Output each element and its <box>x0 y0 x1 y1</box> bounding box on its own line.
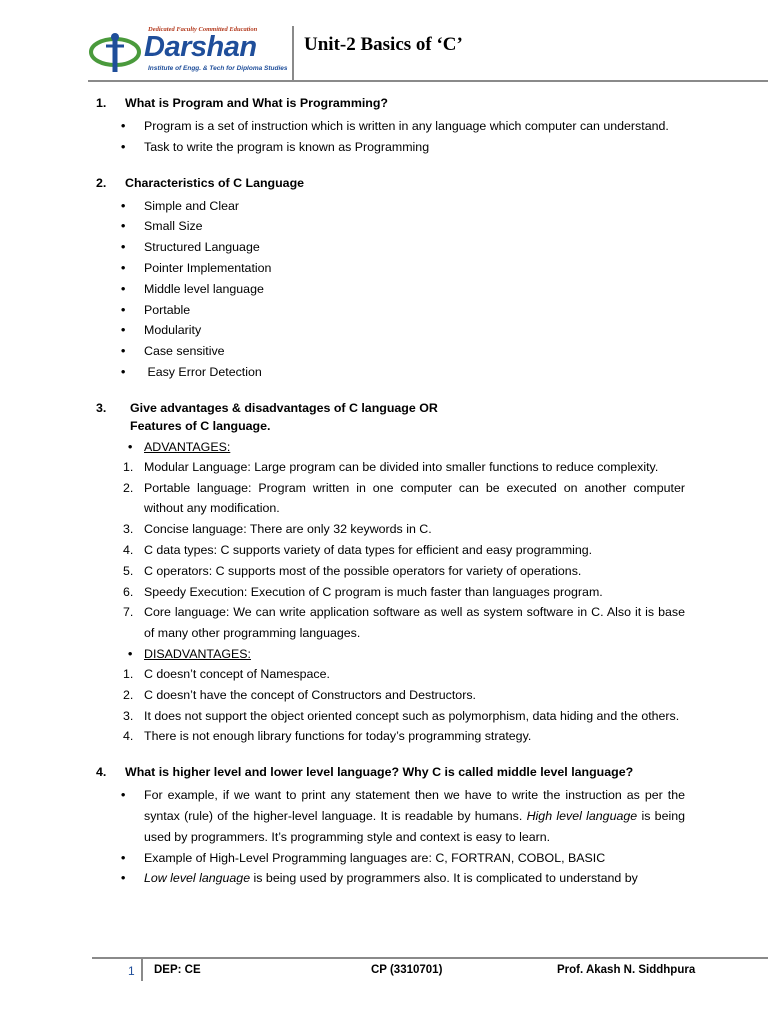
question-title-continued: Features of C language. <box>130 418 271 433</box>
item-text: C doesn’t have the concept of Constructors and Destructors. <box>144 687 476 702</box>
footer-course: CP (3310701) <box>371 964 443 976</box>
item-number: 4. <box>123 542 134 557</box>
item-text: It does not support the object oriented concept such as polymorphism, data hiding and the others. <box>144 708 680 723</box>
question-4 <box>0 765 768 889</box>
item-text: C data types: C supports variety of data types for efficient and easy programming. <box>144 542 593 557</box>
list-item: • Small Size <box>0 216 768 237</box>
item-text: is being used by programmers. It’s programming style and context is easy to learn. <box>144 808 685 844</box>
item-text: Core language: We can write application software as well as system software in C. Also it is base of many other programming languages. <box>144 605 685 641</box>
footer-author: Prof. Akash N. Siddhpura <box>557 964 696 976</box>
item-italic-text: Low level language <box>144 871 251 886</box>
item-text: There is not enough library functions for today’s programming strategy. <box>144 729 532 744</box>
question-1 <box>0 96 768 158</box>
list-item: • Portable <box>0 300 768 321</box>
question-number: 1. <box>96 96 107 110</box>
item-number: 1. <box>123 459 134 474</box>
item-number: 6. <box>123 584 134 599</box>
list-item: • Modularity <box>0 320 768 341</box>
item-text: Speedy Execution: Execution of C program is much faster than languages program. <box>144 584 603 599</box>
list-item: • Pointer Implementation <box>0 258 768 279</box>
question-heading-line2 <box>0 419 768 437</box>
darshan-logo <box>88 26 288 76</box>
list-item: • Middle level language <box>0 279 768 300</box>
darshan-emblem-icon <box>88 30 142 74</box>
spacer <box>0 383 768 401</box>
item-number: 3. <box>123 708 134 723</box>
document-body <box>0 96 768 889</box>
item-text: is being used by programmers also. It is complicated to understand by <box>250 871 638 886</box>
item-text: Modular Language: Large program can be divided into smaller functions to reduce complexity. <box>144 459 659 474</box>
list-item <box>0 664 768 685</box>
question-title: What is higher level and lower level language? Why C is called middle level language? <box>125 765 634 780</box>
question-heading <box>0 765 768 785</box>
question-title: Characteristics of C Language <box>125 175 305 190</box>
footer-rule <box>92 957 768 959</box>
logo-subtag: Institute of Engg. & Tech for Diploma Studies <box>148 65 288 72</box>
list-item <box>0 582 768 603</box>
question-heading <box>0 96 768 116</box>
bullet-list <box>0 785 768 889</box>
question-2 <box>0 176 768 383</box>
page-number: 1 <box>128 964 135 978</box>
question-number: 3. <box>96 400 107 415</box>
item-text: C doesn’t concept of Namespace. <box>144 666 330 681</box>
disadvantages-list <box>0 664 768 747</box>
logo-brand: Darshan <box>144 31 257 63</box>
list-item: • Program is a set of instruction which is written in any language which computer can understand. <box>0 116 768 137</box>
header-rule <box>88 80 768 82</box>
list-item: • Structured Language <box>0 237 768 258</box>
question-3 <box>0 401 768 747</box>
footer-department: DEP: CE <box>154 964 201 976</box>
logo-tagline: Dedicated Faculty Committed Education <box>148 26 258 33</box>
list-item <box>0 706 768 727</box>
item-number: 3. <box>123 522 134 537</box>
advantages-label: • ADVANTAGES: <box>0 437 768 457</box>
bullet-list <box>0 116 768 158</box>
list-item <box>0 685 768 706</box>
spacer <box>0 747 768 765</box>
list-item <box>0 602 768 644</box>
item-number: 1. <box>123 666 134 681</box>
list-item: • Simple and Clear <box>0 196 768 217</box>
advantages-list <box>0 457 768 644</box>
list-item <box>0 457 768 478</box>
item-number: 5. <box>123 563 134 578</box>
bullet-list <box>0 196 768 383</box>
footer-divider <box>141 959 143 981</box>
item-number: 2. <box>123 687 134 702</box>
list-item <box>0 868 768 889</box>
item-text: C operators: C supports most of the possible operators for variety of operations. <box>144 563 582 578</box>
list-item <box>0 478 768 520</box>
question-number: 4. <box>96 765 107 780</box>
question-heading <box>0 176 768 196</box>
header-divider <box>292 26 294 80</box>
question-heading <box>0 401 768 419</box>
page-title: Unit-2 Basics of ‘C’ <box>304 34 463 55</box>
list-item <box>0 785 768 847</box>
item-number: 7. <box>123 605 134 620</box>
list-item <box>0 540 768 561</box>
item-number: 2. <box>123 480 134 495</box>
question-number: 2. <box>96 175 107 190</box>
list-item: • Easy Error Detection <box>0 362 768 383</box>
disadvantages-label: • DISADVANTAGES: <box>0 644 768 664</box>
item-text: Concise language: There are only 32 keywords in C. <box>144 522 432 537</box>
question-title: Give advantages & disadvantages of C language OR <box>130 400 438 415</box>
list-item: • Task to write the program is known as Programming <box>0 137 768 158</box>
list-item <box>0 561 768 582</box>
question-title: What is Program and What is Programming? <box>125 96 388 110</box>
list-item <box>0 726 768 747</box>
item-italic-text: High level language <box>526 808 638 823</box>
item-text: Portable language: Program written in one computer can be executed on another computer without any modification. <box>144 480 685 516</box>
spacer <box>0 158 768 176</box>
list-item: • Case sensitive <box>0 341 768 362</box>
list-item: • Example of High-Level Programming languages are: C, FORTRAN, COBOL, BASIC <box>0 848 768 869</box>
item-text: For example, if we want to print any statement then we have to write the instruction as per the syntax (rule) of the higher-level language. It is readable by humans. <box>144 788 685 823</box>
page-header <box>0 0 768 85</box>
list-item <box>0 519 768 540</box>
item-number: 4. <box>123 729 134 744</box>
